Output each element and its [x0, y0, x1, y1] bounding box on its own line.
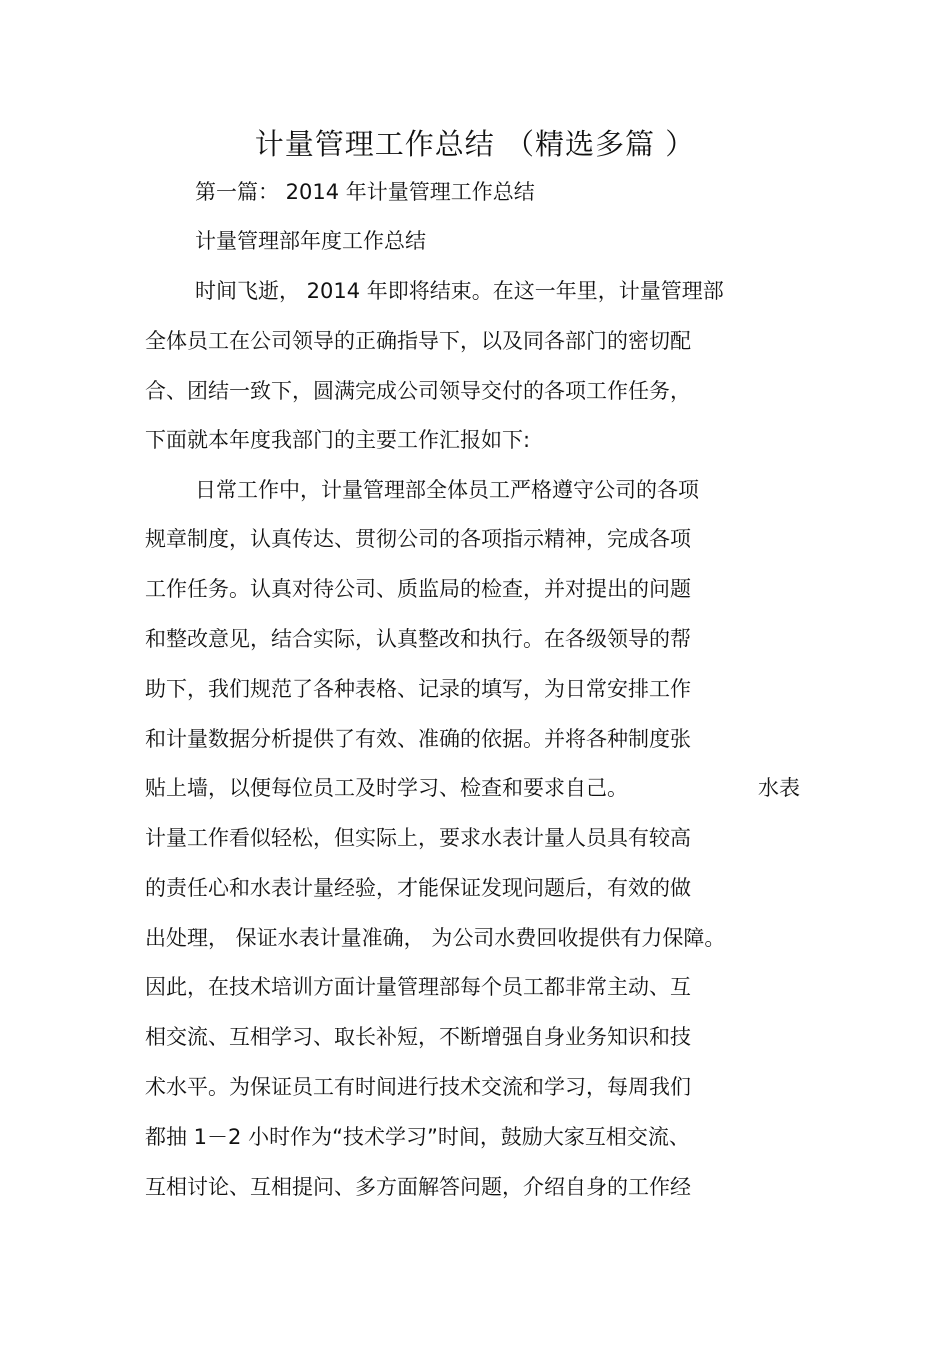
paragraph-line: 计量工作看似轻松，但实际上，要求水表计量人员具有较高	[145, 826, 691, 850]
paragraph-line: 规章制度，认真传达、贯彻公司的各项指示精神，完成各项	[145, 527, 691, 551]
paragraph-line: 全体员工在公司领导的正确指导下，以及同各部门的密切配	[145, 329, 691, 353]
paragraph-line: 出处理， 保证水表计量准确， 为公司水费回收提供有力保障。	[145, 926, 726, 950]
paragraph-line: 和计量数据分析提供了有效、准确的依据。并将各种制度张	[145, 727, 691, 751]
paragraph-line: 贴上墙，以便每位员工及时学习、检查和要求自己。	[145, 776, 628, 800]
section-heading: 第一篇： 2014 年计量管理工作总结	[195, 180, 535, 204]
paragraph-line: 和整改意见，结合实际，认真整改和执行。在各级领导的帮	[145, 627, 691, 651]
paragraph-line: 下面就本年度我部门的主要工作汇报如下:	[145, 428, 531, 452]
paragraph-line: 因此，在技术培训方面计量管理部每个员工都非常主动、互	[145, 975, 691, 999]
paragraph-line: 合、团结一致下，圆满完成公司领导交付的各项工作任务，	[145, 379, 691, 403]
paragraph-line: 都抽 1－2 小时作为“技术学习”时间，鼓励大家互相交流、	[145, 1125, 690, 1149]
paragraph-line: 助下，我们规范了各种表格、记录的填写，为日常安排工作	[145, 677, 691, 701]
paragraph-line: 工作任务。认真对待公司、质监局的检查，并对提出的问题	[145, 577, 691, 601]
subsection-heading: 计量管理部年度工作总结	[195, 229, 426, 253]
paragraph-line: 互相讨论、互相提问、多方面解答问题，介绍自身的工作经	[145, 1175, 691, 1199]
paragraph-line: 水表	[758, 776, 800, 800]
paragraph-line: 的责任心和水表计量经验，才能保证发现问题后，有效的做	[145, 876, 691, 900]
document-title: 计量管理工作总结 （精选多篇 ）	[254, 127, 696, 161]
paragraph-line: 术水平。为保证员工有时间进行技术交流和学习，每周我们	[145, 1075, 691, 1099]
paragraph-line: 时间飞逝， 2014 年即将结束。在这一年里，计量管理部	[195, 279, 724, 303]
paragraph-line: 相交流、互相学习、取长补短，不断增强自身业务知识和技	[145, 1025, 691, 1049]
paragraph-line: 日常工作中，计量管理部全体员工严格遵守公司的各项	[195, 478, 699, 502]
